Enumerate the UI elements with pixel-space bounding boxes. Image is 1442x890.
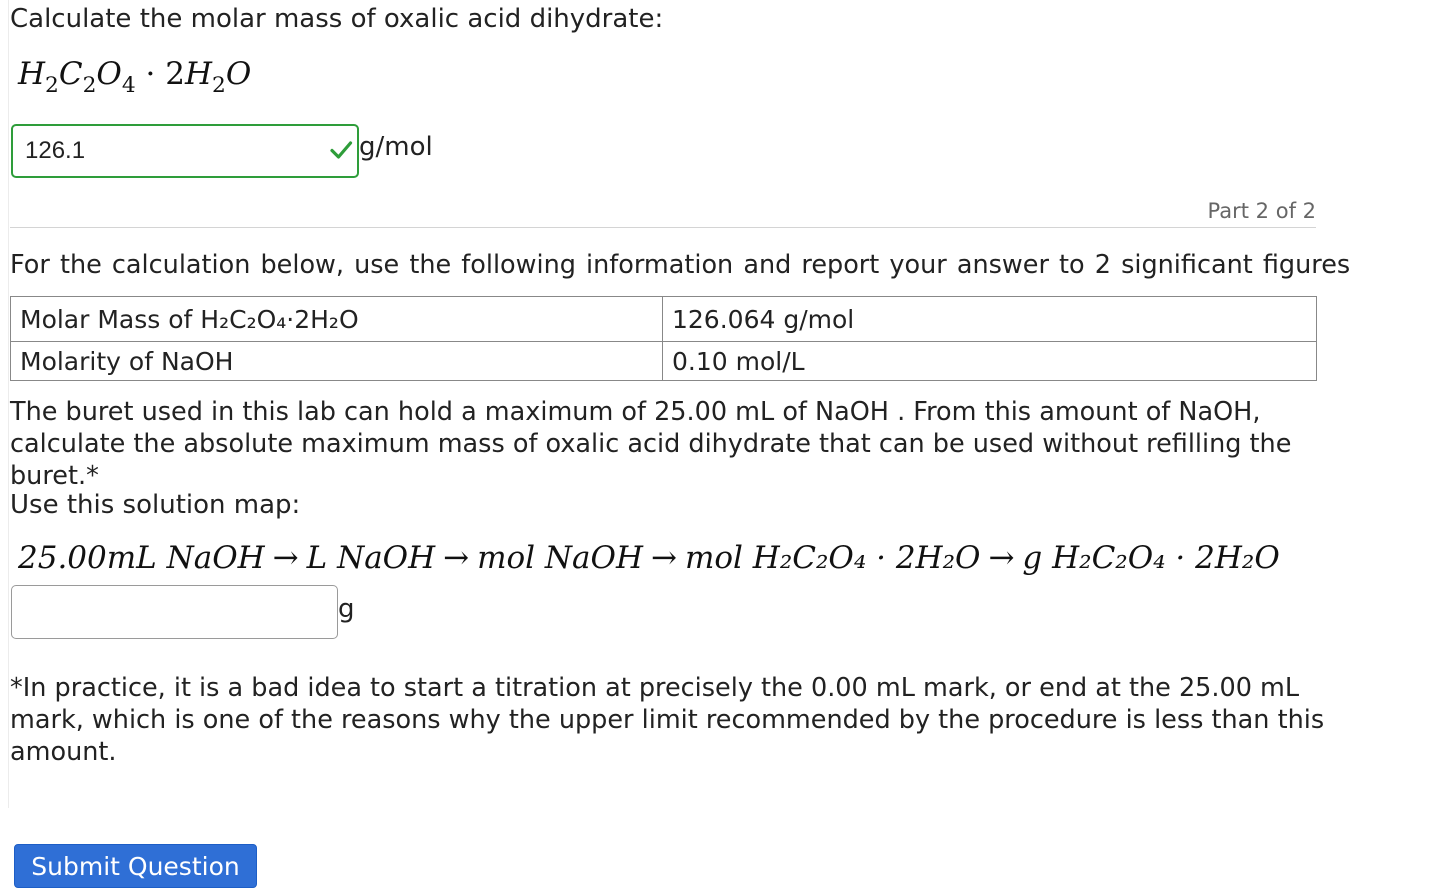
map-step: g H₂C₂O₄ · 2H₂O [1022,540,1280,576]
part1-answer-value: 126.1 [25,137,86,164]
buret-text: The buret used in this lab can hold a maximum of 25.00 mL of NaOH . From this amount of NaOH, calculate the absolute maximum mass of oxalic acid dihydrate that can be used without refilling the buret.* [10,397,1292,491]
part1-question: Calculate the molar mass of oxalic acid dihydrate: [10,4,664,34]
info-table [10,296,1317,381]
arrow-right-icon: → [272,540,299,576]
part2-answer-input[interactable] [12,585,337,639]
part2-answer-field[interactable] [11,585,338,639]
table-row [11,342,1317,381]
arrow-right-icon: → [651,540,677,576]
part1-answer-field[interactable] [11,124,359,178]
left-rule [8,0,9,808]
table-cell-value: 0.10 mol/L [663,342,1317,381]
table-cell-value: 126.064 g/mol [663,297,1317,342]
checkmark-icon [329,138,353,162]
footnote: *In practice, it is a bad idea to start a titration at precisely the 0.00 mL mark, or end at the 25.00 mL mark, which is one of the reasons why the upper limit recommended by the procedure is less than this amount. [10,673,1325,767]
map-step: mol H₂C₂O₄ · 2H₂O [684,540,981,576]
arrow-right-icon: → [988,540,1015,576]
submit-question-button[interactable]: Submit Question [14,844,257,888]
table-row [11,297,1317,342]
solution-map-label: Use this solution map: [10,490,301,520]
part1-formula: $H_2C_2O_4 \cdot 2H_2O$ [18,56,252,99]
map-step: mol NaOH [477,540,643,576]
arrow-right-icon: → [443,540,470,576]
part2-instructions: For the calculation below, use the following information and report your answer to 2 significant figures [10,250,1351,280]
part-label: Part 2 of 2 [1207,199,1316,223]
table-cell-label: Molar Mass of H₂C₂O₄·2H₂O [11,297,663,342]
map-step: 25.00mL NaOH [18,540,265,576]
solution-map [18,540,1280,576]
part2-unit: g [338,594,355,624]
map-step: L NaOH [306,540,436,576]
part-divider [10,227,1316,228]
table-cell-label: Molarity of NaOH [11,342,663,381]
part1-unit: g/mol [359,132,433,162]
